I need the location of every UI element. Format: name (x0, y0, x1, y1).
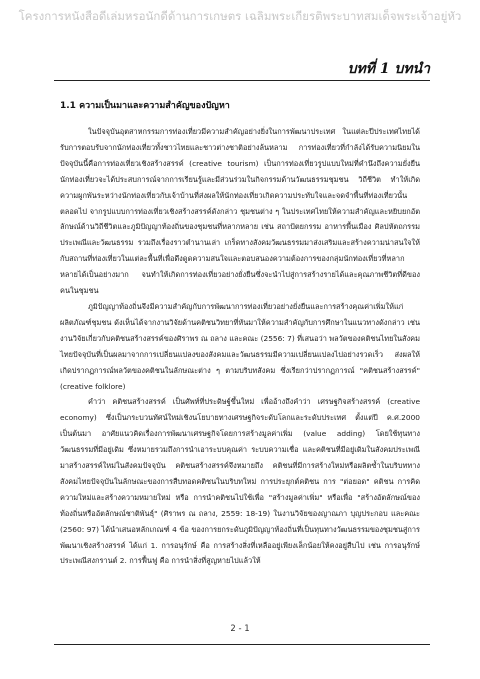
footer-divider (54, 644, 430, 645)
chapter-divider (54, 80, 430, 81)
paragraph: ในปัจจุบันอุตสาหกรรมการท่องเที่ยวมีความสำคัญอย่างยิ่งในการพัฒนาประเทศ ในแต่ละปีประเทศไทยได้รับการตอบรับจากนักท่องเที่ยวทั้งชาวไทยและชาวต่างชาติอย่างล้นหลาม การท่องเที่ยวที่กำลังได้รับความนิยมในปัจจุบันนี้คือการท่องเที่ยวเชิงสร้างสรรค์ (creative tourism) เป็นการท่องเที่ยวรูปแบบใหม่ที่คำนึงถึงความยั่งยืน นักท่องเที่ยวจะได้ประสบการณ์จากการเรียนรู้และมีส่วนร่วมในกิจกรรมด้านวัฒนธรรมชุมชน วิถีชีวิต ทำให้เกิดความผูกพันระหว่างนักท่องเที่ยวกับเจ้าบ้านที่ส่งผลให้นักท่องเที่ยวเกิดความประทับใจและจดจำพื้นที่ท่องเที่ยวนั้นตลอดไป จากรูปแบบการท่องเที่ยวเชิงสร้างสรรค์ดังกล่าว ชุมชนต่าง ๆ ในประเทศไทยให้ความสำคัญและหยิบยกอัตลักษณ์ด้านวิถีชีวิตและภูมิปัญญาท้องถิ่นของชุมชนที่หลากหลาย เช่น สถาปัตยกรรม อาหารพื้นเมือง ศิลปหัตถกรรม ประเพณีและวัฒนธรรม รวมถึงเรื่องราวตำนานเล่า เกร็ดทางสังคมวัฒนธรรมมาส่งเสริมและสร้างความน่าสนใจให้กับสถานที่ท่องเที่ยวในแต่ละพื้นที่เพื่อดึงดูดความสนใจและตอบสนองความต้องการของกลุ่มนักท่องเที่ยวที่หลากหลายได้เป็นอย่างมาก จนทำให้เกิดการท่องเที่ยวอย่างยั่งยืนซึ่งจะนำไปสู่การสร้างรายได้และคุณภาพชีวิตที่ดีของคนในชุมชน (60, 127, 420, 296)
paragraph: ภูมิปัญญาท้องถิ่นจึงมีความสำคัญกับการพัฒนาการท่องเที่ยวอย่างยั่งยืนและการสร้างคุณค่าเพิ่มให้แก่ผลิตภัณฑ์ชุมชน ดังเห็นได้จากงานวิจัยด้านคติชนวิทยาที่หันมาให้ความสำคัญกับการศึกษาในแนวทางดังกล่าว เช่น งานวิจัยเกี่ยวกับคติชนสร้างสรรค์ของศิราพร ณ ถลาง และคณะ (2556: 7) ที่เสนอว่า พลวัตของคติชนไทยในสังคมไทยปัจจุบันที่เป็นผลมาจากการเปลี่ยนแปลงของสังคมและวัฒนธรรมมีความเปลี่ยนแปลงไปอย่างรวดเร็ว ส่งผลให้เกิดปรากฏการณ์พลวัตของคติชนในลักษณะต่าง ๆ ตามบริบทสังคม ซึ่งเรียกว่าปรากฏการณ์ "คติชนสร้างสรรค์" (creative folklore) (60, 301, 420, 391)
running-header: โครงการหนังสือดีเล่มหรอนักดีด้านการเกษตร เฉลิมพระเกียรติพระบาทสมเด็จพระเจ้าอยู่หัว (18, 9, 462, 23)
body-text (60, 124, 420, 569)
page-number: 2 - 1 (230, 624, 250, 634)
chapter-title: บทที่ 1 บทนำ (347, 61, 430, 77)
section-heading: 1.1 ความเป็นมาและความสำคัญของปัญหา (60, 101, 230, 111)
paragraph: คำว่า คติชนสร้างสรรค์ เป็นศัพท์ที่ประดิษฐ์ขึ้นใหม่ เพื่ออ้างถึงคำว่า เศรษฐกิจสร้างสรรค์ (creative economy) ซึ่งเป็นกระบวนทัศน์ใหม่เชิงนโยบายทางเศรษฐกิจระดับโลกและระดับประเทศ ตั้งแต่ปี ค.ศ.2000 เป็นต้นมา อาศัยแนวคิดเรื่องการพัฒนาเศรษฐกิจโดยการสร้างมูลค่าเพิ่ม (value adding) โดยใช้ทุนทางวัฒนธรรมที่มีอยู่เดิม ซึ่งหมายรวมถึงการนำเอาระบบคุณค่า ระบบความเชื่อ และคติชนที่มีอยู่เดิมในสังคมประเพณีมาสร้างสรรค์ใหม่ในสังคมปัจจุบัน คติชนสร้างสรรค์จึงหมายถึง คติชนที่มีการสร้างใหม่หรือผลิตซ้ำในบริบททางสังคมไทยปัจจุบันในลักษณะของการสืบทอดคติชนในบริบทใหม่ การประยุกต์คติชน การ "ต่อยอด" คติชน การคิดความใหม่และสร้างความหมายใหม่ หรือ การนำคติชนไปใช้เพื่อ "สร้างมูลค่าเพิ่ม" หรือเพื่อ "สร้างอัตลักษณ์ของท้องถิ่นหรืออัตลักษณ์ชาติพันธุ์" (ศิราพร ณ ถลาง, 2559: 18-19) ในงานวิจัยของญาณภา บุญประกอบ และคณะ (2560: 97) ได้นำเสนอหลักเกณฑ์ 4 ข้อ ของการยกระดับภูมิปัญญาท้องถิ่นที่เป็นทุนทางวัฒนธรรมของชุมชนสู่การพัฒนาเชิงสร้างสรรค์ ได้แก่ 1. การอนุรักษ์ คือ การสร้างสิ่งที่เหลืออยู่เพียงเล็กน้อยให้คงอยู่สืบไป เช่น การอนุรักษ์ประเพณีสงกรานต์ 2. การฟื้นฟู คือ การนำสิ่งที่สูญหายไปแล้วให้ (60, 397, 420, 566)
